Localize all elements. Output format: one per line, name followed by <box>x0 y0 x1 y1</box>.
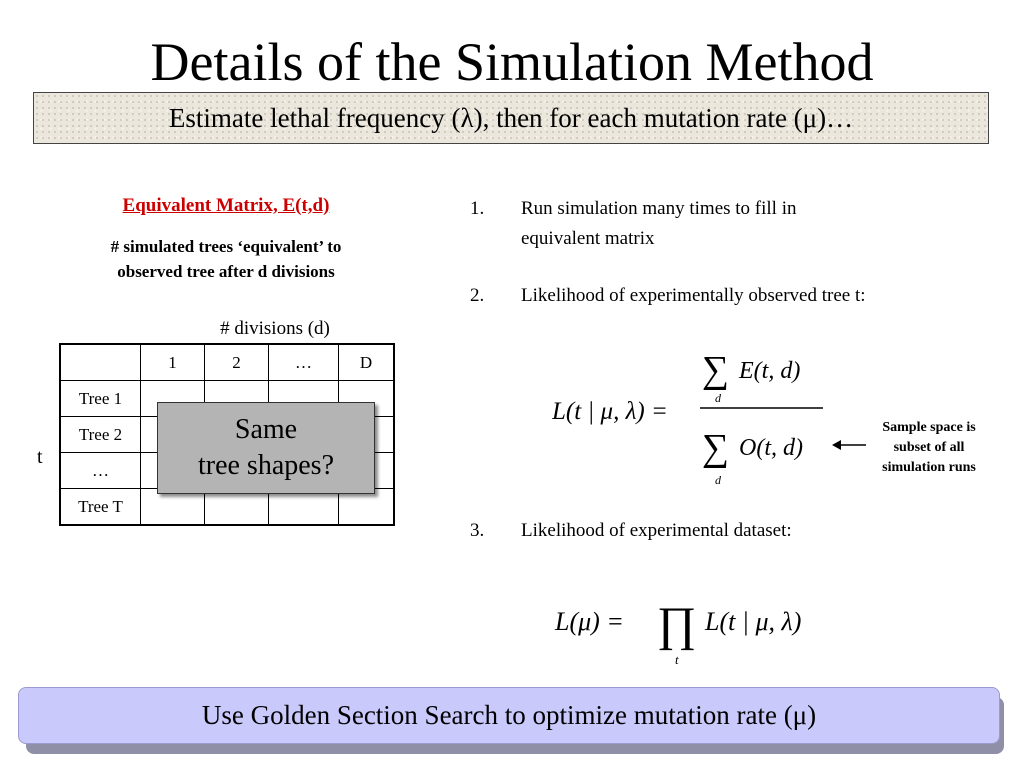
column-header: D <box>339 344 395 381</box>
matrix-description-line1: # simulated trees ‘equivalent’ to <box>110 237 342 256</box>
formula2-lhs: L(μ) = <box>555 607 624 636</box>
matrix-heading: Equivalent Matrix, E(t,d) <box>122 195 330 216</box>
step-3-number: 3. <box>470 520 485 541</box>
note-line1: Sample space is <box>882 420 976 435</box>
step-3-text: Likelihood of experimental dataset: <box>521 520 792 541</box>
row-header: Tree 2 <box>60 417 141 453</box>
row-header: Tree 1 <box>60 381 141 417</box>
column-axis-label: # divisions (d) <box>220 318 330 339</box>
row-header: … <box>60 453 141 489</box>
column-header: 1 <box>141 344 205 381</box>
formula2-rhs: L(t | μ, λ) <box>705 607 802 636</box>
table-header-row <box>60 344 394 381</box>
formula1-numerator: E(t, d) <box>739 358 801 384</box>
subtitle-box <box>33 92 989 144</box>
note-line3: simulation runs <box>882 460 976 475</box>
step-1-number: 1. <box>470 198 485 219</box>
callout-line1: Same <box>234 414 298 445</box>
step-1-line1: Run simulation many times to fill in <box>521 198 797 219</box>
slide-title: Details of the Simulation Method <box>150 32 874 92</box>
subtitle-text: Estimate lethal frequency (λ), then for each mutation rate (μ)… <box>168 103 854 133</box>
table-corner-cell <box>60 344 141 381</box>
formula1-sum-top: ∑ <box>702 349 730 391</box>
step-2-number: 2. <box>470 285 485 306</box>
likelihood-tree-formula <box>552 342 832 492</box>
row-header: Tree T <box>60 489 141 526</box>
step-1-text <box>521 194 981 254</box>
matrix-description <box>60 234 392 284</box>
formula1-denominator: O(t, d) <box>739 435 803 461</box>
likelihood-dataset-formula <box>553 592 843 674</box>
same-shapes-callout <box>157 402 375 494</box>
column-header: … <box>269 344 339 381</box>
note-line2: subset of all <box>893 440 965 455</box>
formula1-sum-index-bottom: d <box>715 473 721 487</box>
golden-section-banner <box>18 687 1000 744</box>
column-header: 2 <box>205 344 269 381</box>
row-axis-label: t <box>37 446 43 468</box>
matrix-description-line2: observed tree after d divisions <box>117 262 335 281</box>
step-2-text: Likelihood of experimentally observed tree t: <box>521 285 866 306</box>
formula1-sum-bottom: ∑ <box>702 427 730 469</box>
formula2-product: ∏ <box>657 598 697 651</box>
formula2-product-index: t <box>675 652 679 667</box>
banner-text: Use Golden Section Search to optimize mutation rate (μ) <box>201 700 817 730</box>
callout-line2: tree shapes? <box>197 450 335 481</box>
formula1-lhs: L(t | μ, λ) = <box>552 398 668 425</box>
formula1-sum-index-top: d <box>715 391 721 405</box>
sample-space-note <box>858 418 1000 478</box>
step-1-line2: equivalent matrix <box>521 228 655 249</box>
